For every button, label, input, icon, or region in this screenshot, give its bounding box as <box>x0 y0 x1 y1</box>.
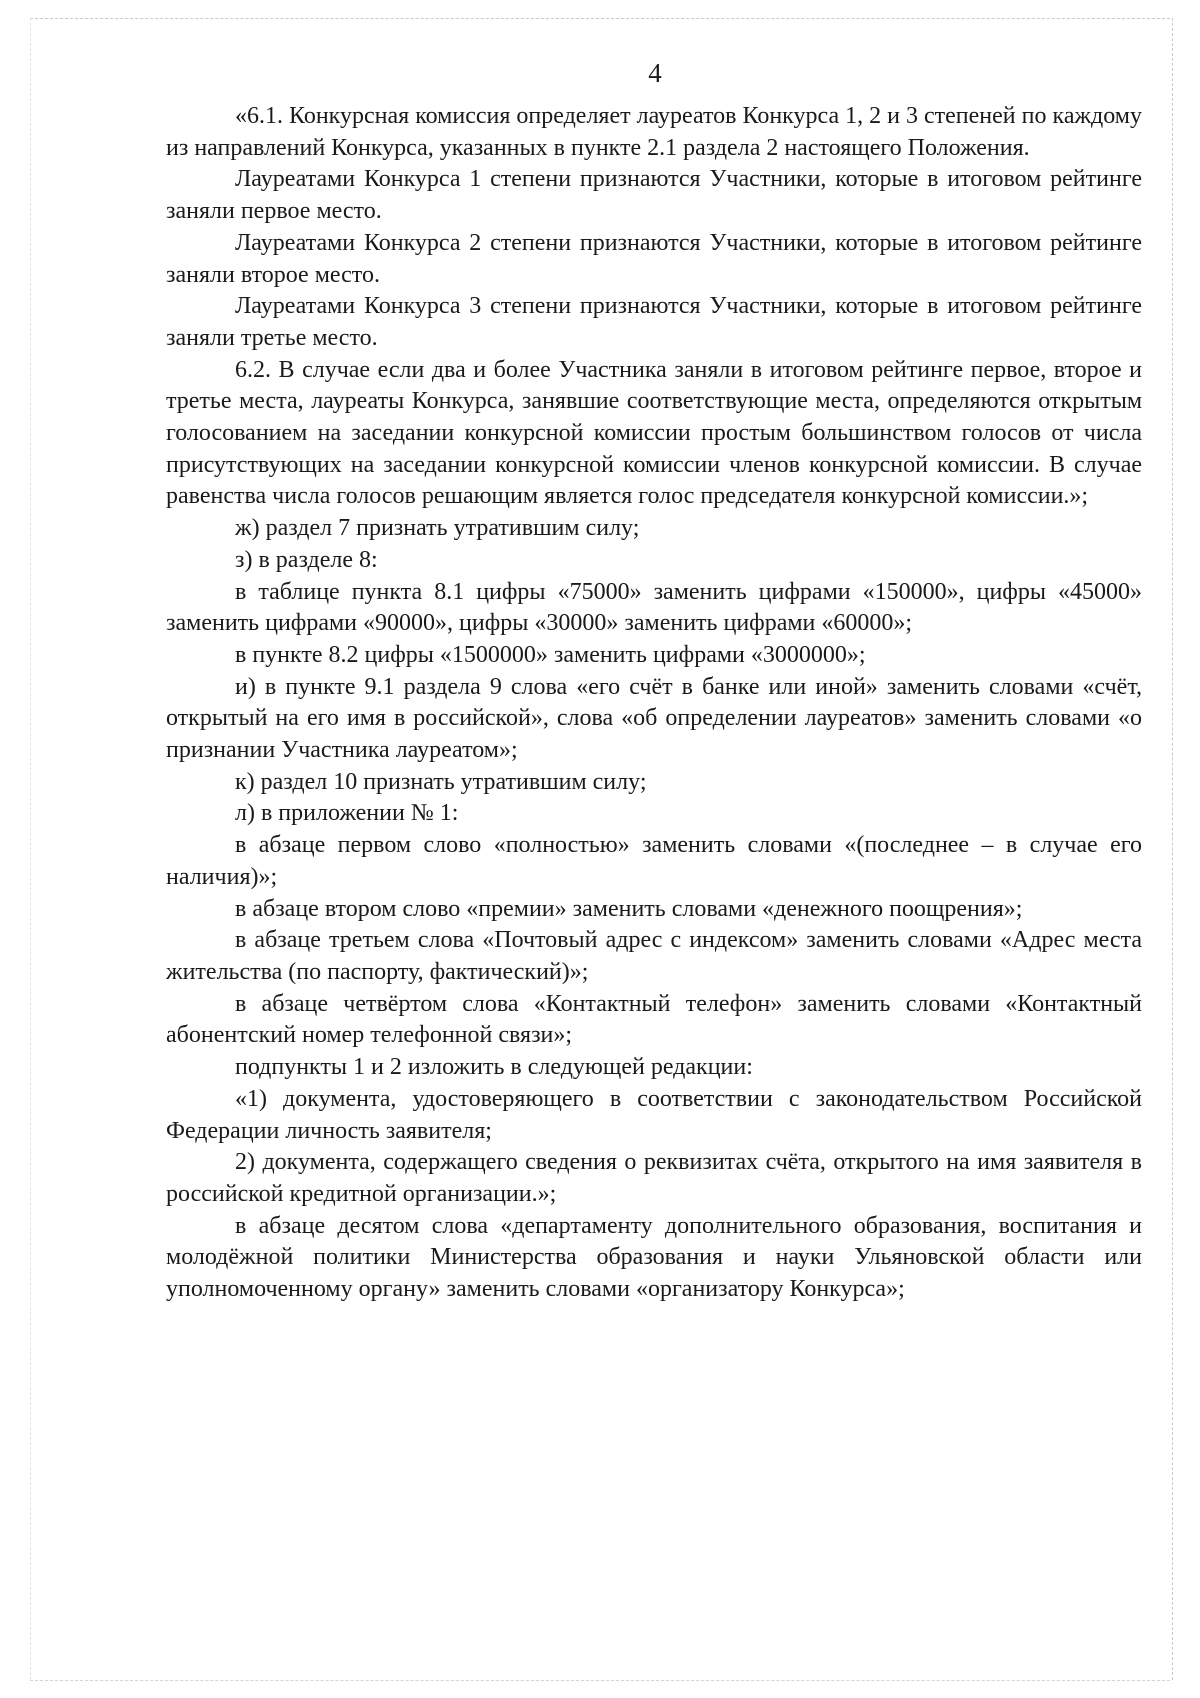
paragraph-laureates-1st: Лауреатами Конкурса 1 степени признаются Участники, которые в итоговом рейтинге заняли первое место. <box>166 166 1142 225</box>
paragraph-item-k: к) раздел 10 признать утратившим силу; <box>235 768 647 795</box>
scan-border-left <box>30 18 31 1680</box>
paragraph-item-z: з) в разделе 8: <box>235 546 378 573</box>
paragraph-abzac-4: в абзаце четвёртом слова «Контактный телефон» заменить словами «Контактный абонентский номер телефонной связи»; <box>166 990 1142 1049</box>
paragraph-subpoint-2: 2) документа, содержащего сведения о реквизитах счёта, открытого на имя заявителя в российской кредитной организации.»; <box>166 1149 1142 1207</box>
paragraph-point-8-2: в пункте 8.2 цифры «1500000» заменить цифрами «3000000»; <box>235 641 866 668</box>
paragraph-6-2: 6.2. В случае если два и более Участника заняли в итоговом рейтинге первое, второе и третье места, лауреаты Конкурса, занявшие соответствующие места, определяются открытым голосованием на заседании конкурсной комиссии простым большинством голосов от числа присутствующих на заседании конкурсной комиссии членов конкурсной комиссии. В случае равенства числа голосов решающим является голос председателя конкурсной комиссии.»; <box>166 356 1142 510</box>
paragraph-abzac-3: в абзаце третьем слова «Почтовый адрес с индексом» заменить словами «Адрес места жительства (по паспорту, фактический)»; <box>166 927 1142 985</box>
paragraph-laureates-3rd: Лауреатами Конкурса 3 степени признаются Участники, которые в итоговом рейтинге заняли третье место. <box>166 293 1142 351</box>
paragraph-item-zh: ж) раздел 7 признать утратившим силу; <box>235 515 640 542</box>
paragraph-subpoints: подпункты 1 и 2 изложить в следующей редакции: <box>235 1054 753 1081</box>
paragraph-abzac-1: в абзаце первом слово «полностью» заменить словами «(последнее – в случае его наличия)»; <box>166 832 1142 890</box>
paragraph-abzac-2: в абзаце втором слово «премии» заменить словами «денежного поощрения»; <box>235 895 1023 922</box>
paragraph-laureates-2nd: Лауреатами Конкурса 2 степени признаются Участники, которые в итоговом рейтинге заняли второе место. <box>166 229 1142 288</box>
paragraph-table-8-1: в таблице пункта 8.1 цифры «75000» заменить цифрами «150000», цифры «45000» заменить цифрами «90000», цифры «30000» заменить цифрами «60000»; <box>166 578 1142 637</box>
paragraph-abzac-10: в абзаце десятом слова «департаменту дополнительного образования, воспитания и молодёжной политики Министерства образования и науки Ульяновской области или уполномоченному органу» заменить словами «организатору Конкурса»; <box>166 1212 1142 1303</box>
paragraph-6-1: «6.1. Конкурсная комиссия определяет лауреатов Конкурса 1, 2 и 3 степеней по каждому из направлений Конкурса, указанных в пункте 2.1 раздела 2 настоящего Положения. <box>166 103 1142 161</box>
document-body <box>166 101 1142 1306</box>
page-number: 4 <box>648 58 662 88</box>
paragraph-item-i: и) в пункте 9.1 раздела 9 слова «его счёт в банке или иной» заменить словами «счёт, открытый на его имя в российской», слова «об определении лауреатов» заменить словами «о признании Участника лауреатом»; <box>166 673 1142 764</box>
scan-border-bottom <box>30 1680 1170 1681</box>
paragraph-item-l: л) в приложении № 1: <box>235 800 459 827</box>
scan-border-top <box>30 18 1170 19</box>
paragraph-subpoint-1: «1) документа, удостоверяющего в соответствии с законодательством Российской Федерации личность заявителя; <box>166 1085 1142 1144</box>
scan-border-right <box>1172 18 1173 1680</box>
